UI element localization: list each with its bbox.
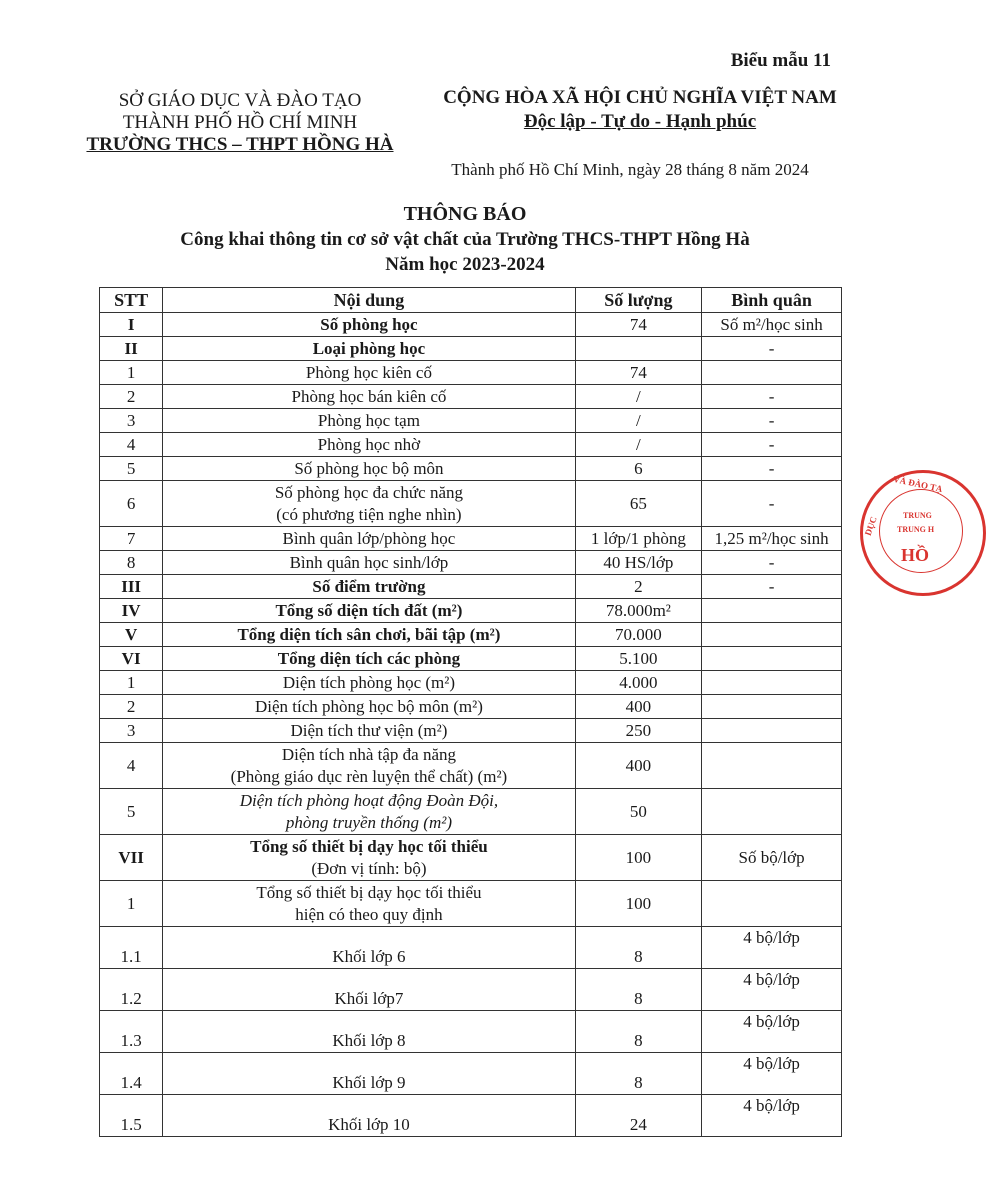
cell-content: Số phòng học: [163, 313, 575, 337]
department-header: [70, 90, 410, 156]
cell-quantity: 5.100: [575, 647, 702, 671]
header-quantity: Số lượng: [575, 288, 702, 313]
cell-average: -: [702, 409, 842, 433]
header-stt: STT: [100, 288, 163, 313]
table-row: [100, 527, 842, 551]
cell-quantity: 400: [575, 695, 702, 719]
school-seal-stamp: [860, 470, 986, 596]
cell-content: Phòng học tạm: [163, 409, 575, 433]
date-line: Thành phố Hồ Chí Minh, ngày 28 tháng 8 năm 2024: [451, 160, 809, 179]
cell-content: Bình quân lớp/phòng học: [163, 527, 575, 551]
cell-content: [163, 881, 575, 927]
cell-content: Phòng học nhờ: [163, 433, 575, 457]
cell-content-line1: Tổng số thiết bị dạy học tối thiểu: [256, 882, 482, 902]
cell-stt: 6: [100, 481, 163, 527]
cell-average: -: [702, 457, 842, 481]
table-row: [100, 457, 842, 481]
cell-average: [702, 599, 842, 623]
seal-text-left: DỤC: [862, 515, 879, 537]
cell-stt: 1.1: [100, 927, 163, 969]
cell-average: -: [702, 337, 842, 361]
cell-content: Bình quân học sinh/lớp: [163, 551, 575, 575]
cell-quantity: /: [575, 409, 702, 433]
cell-stt: 1.4: [100, 1053, 163, 1095]
table-row: [100, 1011, 842, 1053]
cell-quantity: 8: [575, 969, 702, 1011]
cell-content-line2: (có phương tiện nghe nhìn): [276, 504, 462, 524]
cell-average: [702, 647, 842, 671]
table-row: [100, 337, 842, 361]
cell-average: Số m²/học sinh: [702, 313, 842, 337]
cell-quantity: 70.000: [575, 623, 702, 647]
cell-average: [702, 789, 842, 835]
cell-content: Khối lớp 8: [163, 1011, 575, 1053]
cell-content: Tổng diện tích các phòng: [163, 647, 575, 671]
table-header-row: [100, 288, 842, 313]
title-year: Năm học 2023-2024: [385, 254, 545, 275]
cell-stt: IV: [100, 599, 163, 623]
table-row: [100, 969, 842, 1011]
cell-content: Số điểm trường: [163, 575, 575, 599]
cell-content-line1: Diện tích nhà tập đa năng: [281, 744, 457, 764]
cell-content-line1: Diện tích phòng hoạt động Đoàn Đội,: [239, 790, 499, 810]
cell-stt: 2: [100, 695, 163, 719]
cell-average: 4 bộ/lớp: [702, 1011, 842, 1053]
form-number: Biểu mẫu 11: [730, 50, 831, 71]
cell-quantity: 8: [575, 1011, 702, 1053]
cell-content: Diện tích phòng học (m²): [163, 671, 575, 695]
table-row: [100, 881, 842, 927]
seal-text-top: VÀ ĐÀO TẠ: [892, 473, 944, 495]
table-row: [100, 481, 842, 527]
cell-content-line1: Số phòng học đa chức năng: [274, 482, 463, 502]
national-header: [420, 86, 860, 134]
table-row: [100, 789, 842, 835]
cell-content: Khối lớp7: [163, 969, 575, 1011]
table-row: [100, 313, 842, 337]
school-name: TRƯỜNG THCS – THPT HỒNG HÀ: [86, 134, 394, 155]
cell-stt: VII: [100, 835, 163, 881]
table-body: [100, 313, 842, 1137]
header-content: Nội dung: [163, 288, 575, 313]
cell-average: -: [702, 385, 842, 409]
cell-quantity: 250: [575, 719, 702, 743]
department-line2: THÀNH PHỐ HỒ CHÍ MINH: [122, 112, 358, 133]
cell-quantity: 6: [575, 457, 702, 481]
cell-average: [702, 623, 842, 647]
cell-content-line2: (Phòng giáo dục rèn luyện thể chất) (m²): [230, 766, 508, 786]
table-row: [100, 361, 842, 385]
cell-stt: 1.5: [100, 1095, 163, 1137]
cell-stt: 7: [100, 527, 163, 551]
table-row: [100, 551, 842, 575]
cell-stt: 8: [100, 551, 163, 575]
cell-average: [702, 881, 842, 927]
cell-quantity: /: [575, 385, 702, 409]
cell-average: -: [702, 433, 842, 457]
cell-content: [163, 743, 575, 789]
cell-stt: 1: [100, 671, 163, 695]
cell-content: [163, 835, 575, 881]
cell-average: -: [702, 481, 842, 527]
table-row: [100, 385, 842, 409]
cell-quantity: 100: [575, 881, 702, 927]
cell-stt: 1: [100, 361, 163, 385]
cell-content: [163, 481, 575, 527]
cell-content: Khối lớp 9: [163, 1053, 575, 1095]
cell-quantity: 1 lớp/1 phòng: [575, 527, 702, 551]
cell-average: [702, 743, 842, 789]
cell-content-line2: phòng truyền thống (m²): [285, 812, 452, 832]
cell-content-line2: hiện có theo quy định: [295, 904, 443, 924]
title-heading: THÔNG BÁO: [403, 203, 527, 225]
seal-text-big: HỒ: [901, 545, 930, 565]
cell-content: Loại phòng học: [163, 337, 575, 361]
cell-stt: 3: [100, 409, 163, 433]
cell-quantity: 74: [575, 361, 702, 385]
table-row: [100, 719, 842, 743]
cell-quantity: 78.000m²: [575, 599, 702, 623]
table-row: [100, 433, 842, 457]
cell-quantity: 65: [575, 481, 702, 527]
table-row: [100, 695, 842, 719]
cell-quantity: 4.000: [575, 671, 702, 695]
table-row: [100, 671, 842, 695]
title-subtitle: Công khai thông tin cơ sở vật chất của Trường THCS-THPT Hồng Hà: [180, 229, 750, 250]
cell-quantity: 8: [575, 927, 702, 969]
cell-content: [163, 789, 575, 835]
cell-content: Tổng diện tích sân chơi, bãi tập (m²): [163, 623, 575, 647]
cell-stt: I: [100, 313, 163, 337]
cell-stt: 4: [100, 743, 163, 789]
table-row: [100, 835, 842, 881]
cell-quantity: 2: [575, 575, 702, 599]
cell-content: Khối lớp 10: [163, 1095, 575, 1137]
cell-quantity: [575, 337, 702, 361]
cell-average: -: [702, 575, 842, 599]
table-row: [100, 743, 842, 789]
table-row: [100, 927, 842, 969]
cell-average: [702, 695, 842, 719]
cell-content: Diện tích phòng học bộ môn (m²): [163, 695, 575, 719]
cell-stt: 2: [100, 385, 163, 409]
cell-average: [702, 719, 842, 743]
cell-stt: 5: [100, 789, 163, 835]
cell-average: 4 bộ/lớp: [702, 1053, 842, 1095]
cell-content-line1: Tổng số thiết bị dạy học tối thiểu: [250, 836, 488, 856]
cell-stt: 3: [100, 719, 163, 743]
seal-text-inner1: TRUNG: [903, 511, 932, 520]
table-row: [100, 599, 842, 623]
cell-average: [702, 671, 842, 695]
table-row: [100, 575, 842, 599]
national-motto: Độc lập - Tự do - Hạnh phúc: [523, 111, 757, 132]
cell-quantity: 400: [575, 743, 702, 789]
table-row: [100, 623, 842, 647]
department-line1: SỞ GIÁO DỤC VÀ ĐÀO TẠO: [118, 90, 362, 111]
table-row: [100, 409, 842, 433]
document-title: [90, 202, 840, 277]
cell-quantity: /: [575, 433, 702, 457]
cell-stt: V: [100, 623, 163, 647]
cell-stt: 4: [100, 433, 163, 457]
table-row: [100, 647, 842, 671]
cell-stt: 1: [100, 881, 163, 927]
cell-content: Khối lớp 6: [163, 927, 575, 969]
cell-average: Số bộ/lớp: [702, 835, 842, 881]
cell-content-line2: (Đơn vị tính: bộ): [311, 858, 427, 878]
header-average: Bình quân: [702, 288, 842, 313]
cell-quantity: 8: [575, 1053, 702, 1095]
cell-quantity: 74: [575, 313, 702, 337]
cell-average: 1,25 m²/học sinh: [702, 527, 842, 551]
cell-average: -: [702, 551, 842, 575]
cell-quantity: 24: [575, 1095, 702, 1137]
cell-average: [702, 361, 842, 385]
cell-content: Tổng số diện tích đất (m²): [163, 599, 575, 623]
cell-stt: III: [100, 575, 163, 599]
cell-content: Phòng học kiên cố: [163, 361, 575, 385]
cell-content: Diện tích thư viện (m²): [163, 719, 575, 743]
table-row: [100, 1095, 842, 1137]
cell-quantity: 50: [575, 789, 702, 835]
facilities-table: [99, 287, 842, 1137]
cell-quantity: 100: [575, 835, 702, 881]
cell-stt: 5: [100, 457, 163, 481]
cell-average: 4 bộ/lớp: [702, 969, 842, 1011]
cell-average: 4 bộ/lớp: [702, 1095, 842, 1137]
cell-stt: II: [100, 337, 163, 361]
cell-stt: VI: [100, 647, 163, 671]
cell-stt: 1.2: [100, 969, 163, 1011]
cell-content: Phòng học bán kiên cố: [163, 385, 575, 409]
national-title: CỘNG HÒA XÃ HỘI CHỦ NGHĨA VIỆT NAM: [443, 87, 837, 108]
cell-stt: 1.3: [100, 1011, 163, 1053]
cell-quantity: 40 HS/lớp: [575, 551, 702, 575]
table-row: [100, 1053, 842, 1095]
seal-text-inner2: TRUNG H: [897, 525, 935, 534]
cell-average: 4 bộ/lớp: [702, 927, 842, 969]
cell-content: Số phòng học bộ môn: [163, 457, 575, 481]
